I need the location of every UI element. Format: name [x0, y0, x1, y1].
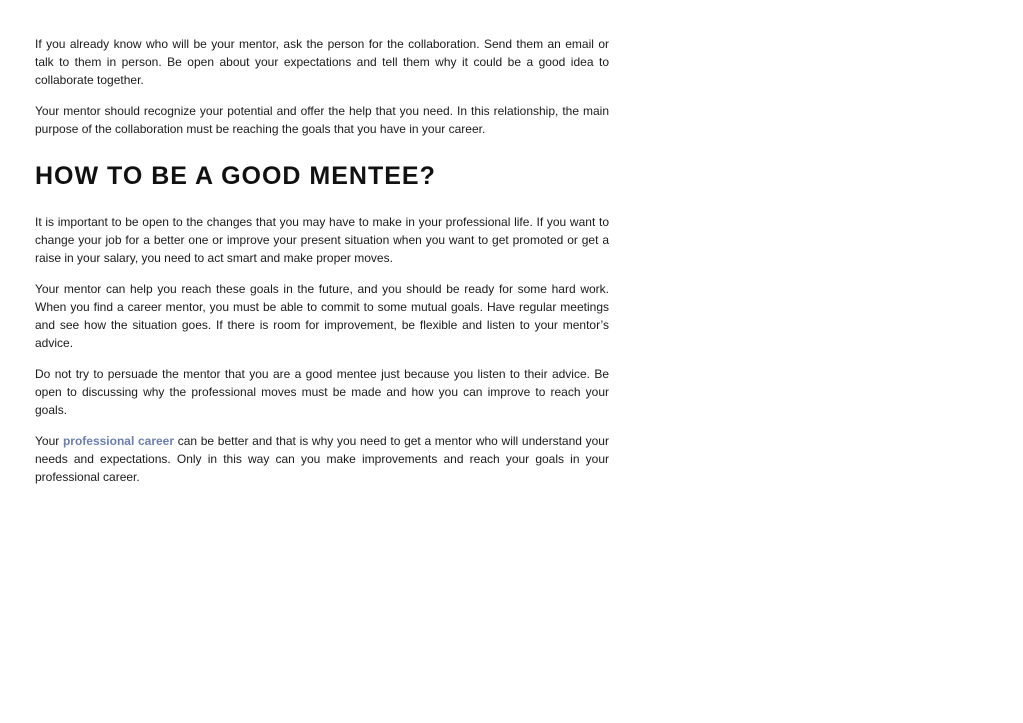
paragraph-mentor-recognize: Your mentor should recognize your potential and offer the help that you need. In this relationship, the main purpose of the collaboration must be reaching the goals that you have in your career. — [35, 104, 609, 136]
paragraph-persuade: Do not try to persuade the mentor that you are a good mentee just because you listen to their advice. Be open to discussing why the professional moves must be made and how you can improve to reach your goals. — [35, 367, 609, 417]
paragraph-prefix: Your — [35, 434, 63, 448]
paragraph-hard-work: Your mentor can help you reach these goals in the future, and you should be ready for some hard work. When you find a career mentor, you must be able to commit to some mutual goals. Have regular meetings and see how the situation goes. If there is room for improvement, be flexible and listen to your mentor’s advice. — [35, 282, 609, 350]
section-heading: HOW TO BE A GOOD MENTEE? — [35, 162, 436, 190]
paragraph-open-to-changes: It is important to be open to the changes that you may have to make in your professional life. If you want to change your job for a better one or improve your present situation when you want to get promoted or get a raise in your salary, you need to act smart and make proper moves. — [35, 215, 609, 265]
paragraph-mentor-ask: If you already know who will be your mentor, ask the person for the collaboration. Send them an email or talk to them in person. Be open about your expectations and tell them why it could be a good idea to collaborate together. — [35, 37, 609, 87]
paragraph-suffix: can be better and that is why you need to get a mentor who will understand your needs and expectations. Only in this way can you make improvements and reach your goals in your professional career. — [35, 434, 609, 484]
paragraph-professional-career — [35, 432, 609, 486]
professional-career-link[interactable]: professional career — [62, 434, 175, 448]
article-body — [35, 35, 609, 499]
